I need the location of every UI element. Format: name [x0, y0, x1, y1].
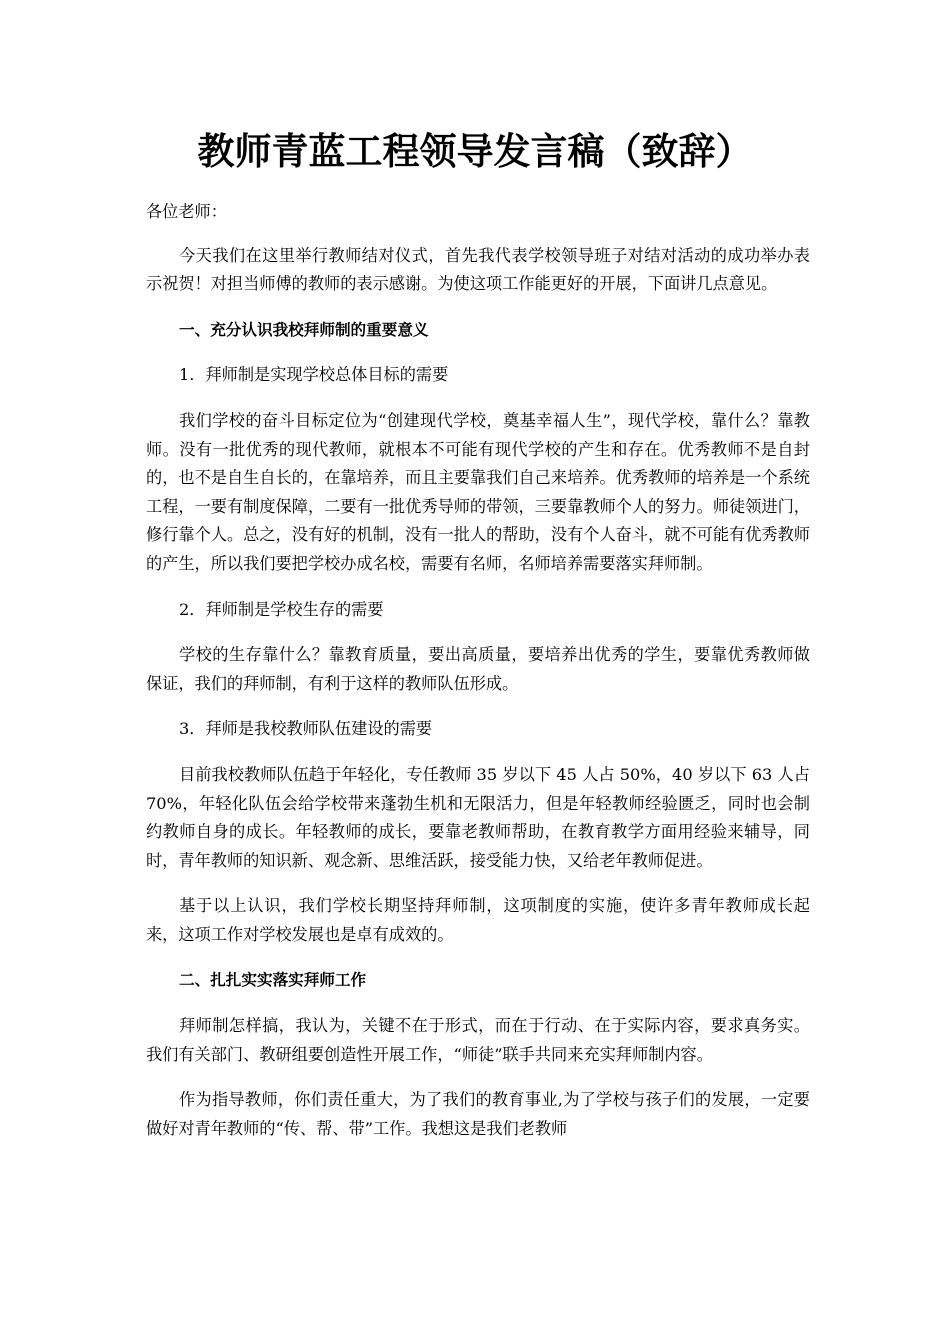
- section-heading-2: 二、扎扎实实落实拜师工作: [179, 971, 367, 990]
- paragraph-implementation: 拜师制怎样搞，我认为，关键不在于形式，而在于行动、在于实际内容，要求真务实。我们有关部门、教研组要创造性开展工作，“师徒”联手共同来充实拜师制内容。: [146, 1016, 810, 1064]
- section-heading-1: 一、充分认识我校拜师制的重要意义: [179, 320, 429, 339]
- paragraph-conclusion-1: 基于以上认识，我们学校长期坚持拜师制，这项制度的实施，使许多青年教师成长起来，这项工作对学校发展也是卓有成效的。: [146, 896, 810, 944]
- subheading-1: 1．拜师制是实现学校总体目标的需要: [179, 365, 449, 385]
- paragraph-mentor-duty: 作为指导教师，你们责任重大，为了我们的教育事业,为了学校与孩子们的发展，一定要做好对青年教师的“传、帮、带”工作。我想这是我们老教师: [146, 1090, 810, 1138]
- subheading-3: 3．拜师是我校教师队伍建设的需要: [179, 719, 433, 739]
- paragraph-school-survival: 学校的生存靠什么？靠教育质量，要出高质量，要培养出优秀的学生，要靠优秀教师做保证，我们的拜师制，有利于这样的教师队伍形成。: [146, 645, 810, 693]
- document-body: [146, 198, 810, 1160]
- paragraph-school-goal: 我们学校的奋斗目标定位为“创建现代学校，奠基幸福人生”，现代学校，靠什么？靠教师。没有一批优秀的现代教师，就根本不可能有现代学校的产生和存在。优秀教师不是自封的，也不是自生自长的，在靠培养，而且主要靠我们自己来培养。优秀教师的培养是一个系统工程，一要有制度保障，二要有一批优秀导师的带领，三要靠教师个人的努力。师徒领进门，修行靠个人。总之，没有好的机制，没有一批人的帮助，没有个人奋斗，就不可能有优秀教师的产生，所以我们要把学校办成名校，需要有名师，名师培养需要落实拜师制。: [146, 410, 810, 573]
- salutation: 各位老师：: [146, 202, 227, 221]
- paragraph-teacher-team: 目前我校教师队伍趋于年轻化，专任教师 35 岁以下 45 人占 50%，40 岁以下 63 人占 70%，年轻化队伍会给学校带来蓬勃生机和无限活力，但是年轻教师经验匮乏，同时也会制约教师自身的成长。年轻教师的成长，要靠老教师帮助，在教育教学方面用经验来辅导，同时，青年教师的知识新、观念新、思维活跃，接受能力快，又给老年教师促进。: [146, 764, 810, 870]
- document-title: 教师青蓝工程领导发言稿（致辞）: [197, 130, 753, 173]
- subheading-2: 2．拜师制是学校生存的需要: [179, 599, 384, 619]
- paragraph-opening: 今天我们在这里举行教师结对仪式，首先我代表学校领导班子对结对活动的成功举办表示祝贺！对担当师傅的教师的表示感谢。为使这项工作能更好的开展，下面讲几点意见。: [146, 245, 810, 294]
